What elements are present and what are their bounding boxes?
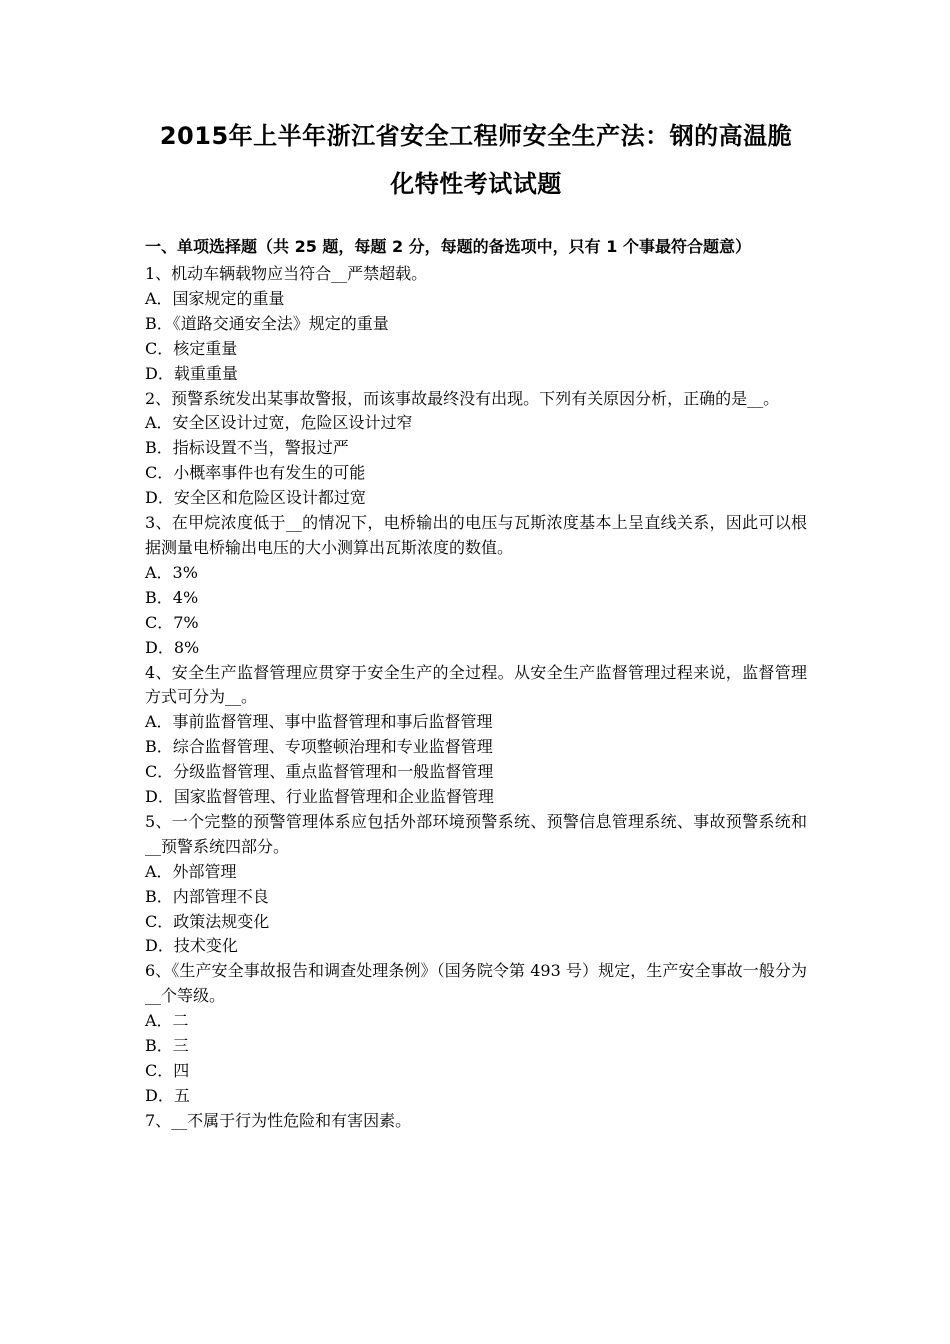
answer-option: D．技术变化 (145, 936, 238, 956)
question-item (145, 387, 807, 512)
question-stem: 2、预警系统发出某事故警报，而该事故最终没有出现。下列有关原因分析，正确的是__。 (145, 388, 780, 408)
answer-option: B．三 (145, 1036, 189, 1056)
question-stem: 4、安全生产监督管理应贯穿于安全生产的全过程。从安全生产监督管理过程来说，监督管理方式可分为__。 (145, 662, 807, 707)
answer-option: A．国家规定的重量 (145, 288, 285, 308)
answer-option: C．7% (145, 612, 199, 632)
answer-option: B．综合监督管理、专项整顿治理和专业监督管理 (145, 737, 493, 757)
answer-option: D．安全区和危险区设计都过宽 (145, 488, 366, 508)
answer-option: B．4% (145, 587, 199, 607)
answer-option: C．核定重量 (145, 338, 238, 358)
question-item (145, 262, 807, 387)
answer-option: C．政策法规变化 (145, 911, 270, 931)
answer-option: A．外部管理 (145, 861, 237, 881)
answer-option: C．分级监督管理、重点监督管理和一般监督管理 (145, 762, 494, 782)
question-item (145, 661, 807, 810)
answer-option: B．《道路交通安全法》规定的重量 (145, 313, 389, 333)
answer-option: C．小概率事件也有发生的可能 (145, 463, 366, 483)
answer-option: A．二 (145, 1011, 189, 1031)
document-title (145, 112, 807, 208)
question-list (145, 262, 807, 1134)
question-stem: 1、机动车辆载物应当符合__严禁超载。 (145, 264, 428, 283)
answer-option: D．国家监督管理、行业监督管理和企业监督管理 (145, 787, 494, 807)
question-item (145, 959, 807, 1108)
question-item (145, 810, 807, 959)
answer-option: A．3% (145, 562, 198, 582)
question-item (145, 1109, 807, 1134)
answer-option: A．安全区设计过宽，危险区设计过窄 (145, 413, 413, 433)
document-page (145, 112, 807, 1134)
section-heading: 一、单项选择题（共 25 题，每题 2 分，每题的备选项中，只有 1 个事最符合题意） (145, 237, 751, 256)
answer-option: B．内部管理不良 (145, 886, 269, 906)
title-line-1: 2015年上半年浙江省安全工程师安全生产法：钢的高温脆 (159, 122, 793, 150)
question-stem: 6、《生产安全事故报告和调查处理条例》（国务院令第 493 号）规定，生产安全事故一般分为__个等级。 (145, 961, 807, 1006)
answer-option: D．五 (145, 1085, 190, 1105)
question-stem: 5、一个完整的预警管理体系应包括外部环境预警系统、预警信息管理系统、事故预警系统和__预警系统四部分。 (145, 811, 807, 856)
answer-option: D．8% (145, 637, 200, 657)
answer-option: A．事前监督管理、事中监督管理和事后监督管理 (145, 712, 493, 732)
answer-option: D．载重重量 (145, 363, 238, 383)
question-item (145, 511, 807, 660)
question-stem: 7、__不属于行为性危险和有害因素。 (145, 1110, 412, 1130)
answer-option: B．指标设置不当，警报过严 (145, 438, 349, 458)
question-stem: 3、在甲烷浓度低于__的情况下，电桥输出的电压与瓦斯浓度基本上呈直线关系，因此可以根据测量电桥输出电压的大小测算出瓦斯浓度的数值。 (145, 513, 807, 557)
title-line-2: 化特性考试试题 (390, 170, 562, 198)
answer-option: C．四 (145, 1061, 190, 1080)
